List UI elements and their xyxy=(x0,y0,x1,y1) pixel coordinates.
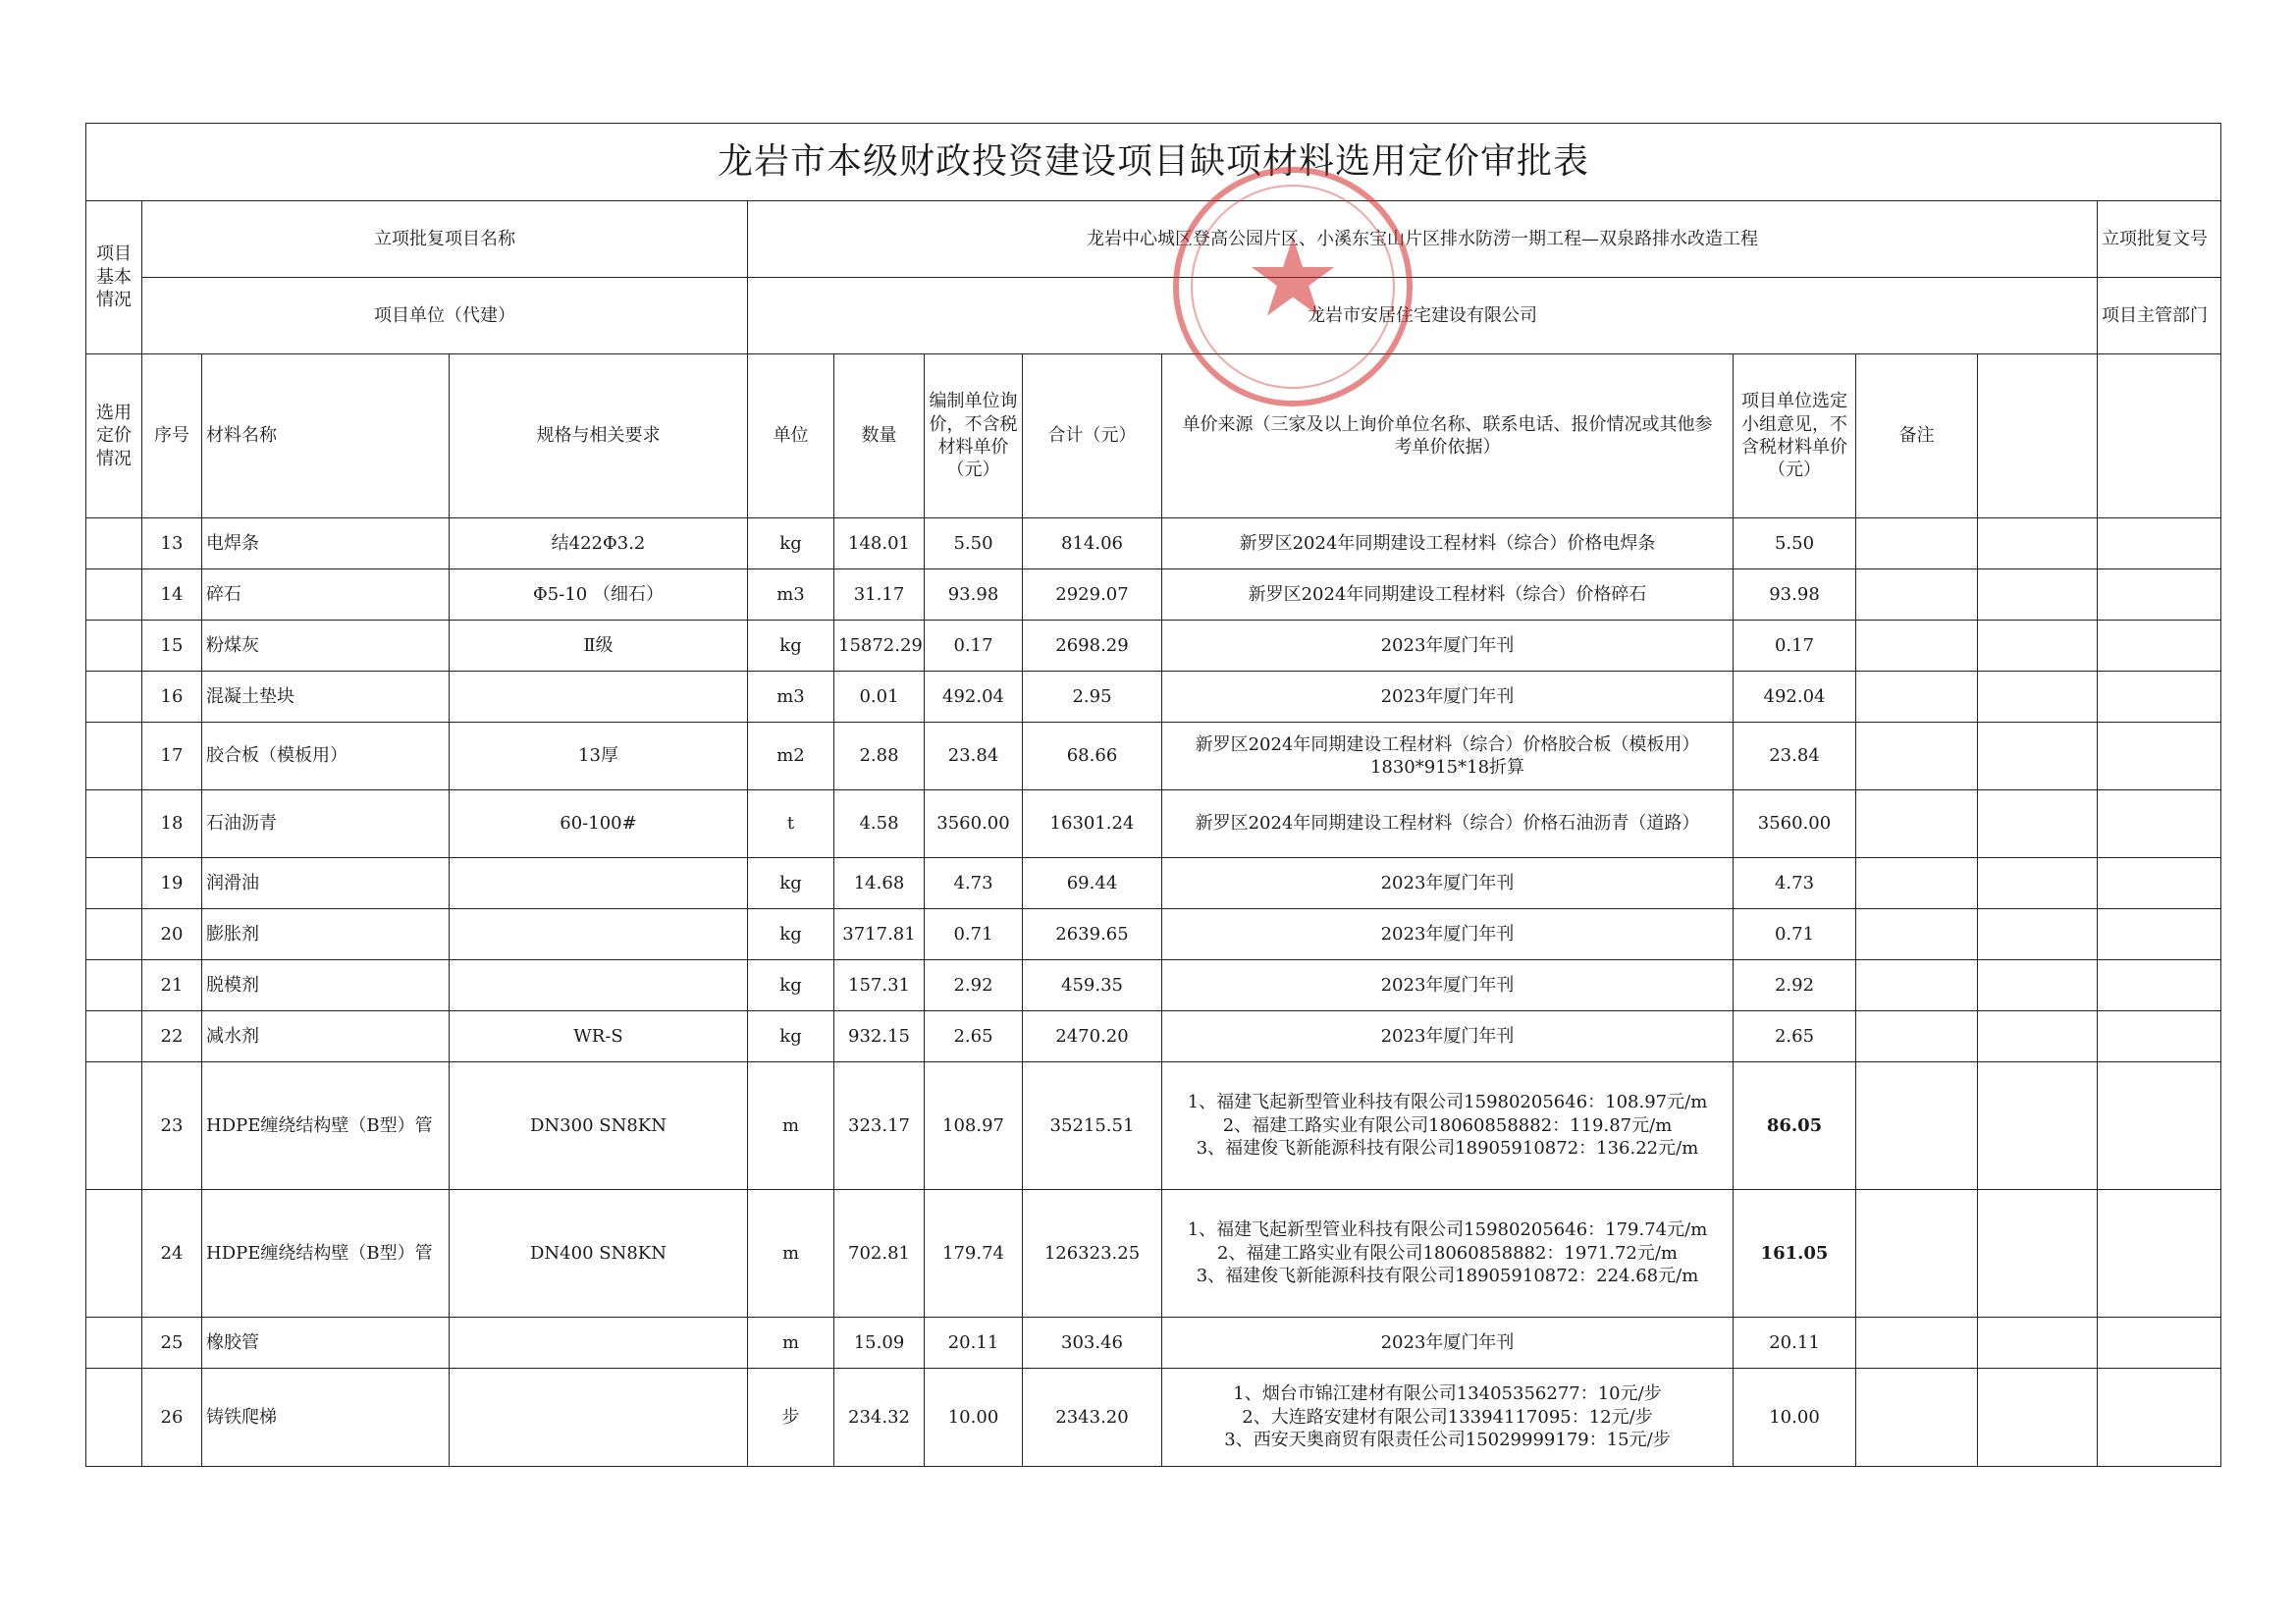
row-source: 2023年厦门年刊 xyxy=(1162,909,1734,960)
row-unit: kg xyxy=(748,1011,834,1062)
row-name: 脱模剂 xyxy=(202,960,450,1011)
row-unit: m3 xyxy=(748,672,834,723)
row-total: 126323.25 xyxy=(1023,1190,1162,1318)
row-unit: t xyxy=(748,790,834,858)
row-spec: WR-S xyxy=(450,1011,748,1062)
table-row xyxy=(86,723,2221,790)
row-name: 混凝土垫块 xyxy=(202,672,450,723)
row-seq: 13 xyxy=(142,518,202,569)
row-source: 新罗区2024年同期建设工程材料（综合）价格电焊条 xyxy=(1162,518,1734,569)
row-selected: 3560.00 xyxy=(1734,790,1856,858)
row-total: 16301.24 xyxy=(1023,790,1162,858)
row-selected: 0.71 xyxy=(1734,909,1856,960)
row-name: 橡胶管 xyxy=(202,1318,450,1369)
row-price: 4.73 xyxy=(925,858,1023,909)
row-qty: 3717.81 xyxy=(834,909,925,960)
table-row xyxy=(86,960,2221,1011)
row-extra-1 xyxy=(1978,960,2098,1011)
row-name: HDPE缠绕结构壁（B型）管 xyxy=(202,1062,450,1190)
row-remark xyxy=(1856,1318,1978,1369)
row-extra-1 xyxy=(1978,1369,2098,1467)
row-price: 0.71 xyxy=(925,909,1023,960)
row-extra-1 xyxy=(1978,569,2098,621)
section-cell xyxy=(86,723,142,790)
row-total: 2639.65 xyxy=(1023,909,1162,960)
header-seq: 序号 xyxy=(142,354,202,518)
row-seq: 17 xyxy=(142,723,202,790)
row-total: 35215.51 xyxy=(1023,1062,1162,1190)
row-total: 68.66 xyxy=(1023,723,1162,790)
row-total: 303.46 xyxy=(1023,1318,1162,1369)
row-extra-1 xyxy=(1978,790,2098,858)
row-selected: 20.11 xyxy=(1734,1318,1856,1369)
table-row xyxy=(86,1190,2221,1318)
row-total: 2343.20 xyxy=(1023,1369,1162,1467)
row-spec xyxy=(450,1369,748,1467)
section-cell xyxy=(86,858,142,909)
row-spec xyxy=(450,909,748,960)
row-unit: m2 xyxy=(748,723,834,790)
row-extra-1 xyxy=(1978,672,2098,723)
row-source: 1、福建飞起新型管业科技有限公司15980205646：179.74元/m 2、福建工路实业有限公司18060858882：1971.72元/m 3、福建俊飞新能源科技有限公司18905910872：224.68元/m xyxy=(1162,1190,1734,1318)
row-qty: 2.88 xyxy=(834,723,925,790)
row-total: 2929.07 xyxy=(1023,569,1162,621)
row-seq: 22 xyxy=(142,1011,202,1062)
table-row xyxy=(86,518,2221,569)
row-extra-2 xyxy=(2098,909,2221,960)
row-extra-2 xyxy=(2098,1062,2221,1190)
company-seal: ★ xyxy=(1173,167,1413,406)
project-unit-label: 项目单位（代建） xyxy=(142,278,748,354)
row-name: 粉煤灰 xyxy=(202,621,450,672)
pricing-section-label: 选用 定价 情况 xyxy=(86,354,142,518)
row-price: 0.17 xyxy=(925,621,1023,672)
row-name: 铸铁爬梯 xyxy=(202,1369,450,1467)
table-row xyxy=(86,858,2221,909)
header-spec: 规格与相关要求 xyxy=(450,354,748,518)
row-source: 1、烟台市锦江建材有限公司13405356277：10元/步 2、大连路安建材有限公司13394117095：12元/步 3、西安天奥商贸有限责任公司15029999179：15元/步 xyxy=(1162,1369,1734,1467)
header-total: 合计（元） xyxy=(1023,354,1162,518)
row-selected: 86.05 xyxy=(1734,1062,1856,1190)
row-remark xyxy=(1856,723,1978,790)
table-row xyxy=(86,1318,2221,1369)
row-selected: 161.05 xyxy=(1734,1190,1856,1318)
row-spec: DN400 SN8KN xyxy=(450,1190,748,1318)
row-extra-2 xyxy=(2098,1011,2221,1062)
row-extra-2 xyxy=(2098,1318,2221,1369)
section-cell xyxy=(86,909,142,960)
row-extra-2 xyxy=(2098,1369,2221,1467)
row-extra-2 xyxy=(2098,672,2221,723)
row-unit: kg xyxy=(748,960,834,1011)
row-extra-2 xyxy=(2098,1190,2221,1318)
row-spec: 13厚 xyxy=(450,723,748,790)
row-spec: 60-100# xyxy=(450,790,748,858)
row-unit: m xyxy=(748,1318,834,1369)
row-extra-1 xyxy=(1978,518,2098,569)
row-remark xyxy=(1856,1369,1978,1467)
section-cell xyxy=(86,1190,142,1318)
row-price: 20.11 xyxy=(925,1318,1023,1369)
row-unit: m3 xyxy=(748,569,834,621)
row-selected: 93.98 xyxy=(1734,569,1856,621)
row-source: 1、福建飞起新型管业科技有限公司15980205646：108.97元/m 2、福建工路实业有限公司18060858882：119.87元/m 3、福建俊飞新能源科技有限公司18905910872：136.22元/m xyxy=(1162,1062,1734,1190)
row-price: 5.50 xyxy=(925,518,1023,569)
row-remark xyxy=(1856,909,1978,960)
row-selected: 492.04 xyxy=(1734,672,1856,723)
row-extra-2 xyxy=(2098,960,2221,1011)
row-unit: kg xyxy=(748,858,834,909)
row-seq: 20 xyxy=(142,909,202,960)
section-cell xyxy=(86,621,142,672)
row-name: 胶合板（模板用） xyxy=(202,723,450,790)
row-price: 2.65 xyxy=(925,1011,1023,1062)
row-remark xyxy=(1856,621,1978,672)
table-row xyxy=(86,621,2221,672)
header-extra-2 xyxy=(2098,354,2221,518)
section-cell xyxy=(86,1011,142,1062)
row-price: 23.84 xyxy=(925,723,1023,790)
row-qty: 148.01 xyxy=(834,518,925,569)
row-unit: m xyxy=(748,1190,834,1318)
table-row xyxy=(86,672,2221,723)
row-unit: kg xyxy=(748,909,834,960)
row-total: 2698.29 xyxy=(1023,621,1162,672)
table-row xyxy=(86,569,2221,621)
row-source: 2023年厦门年刊 xyxy=(1162,621,1734,672)
row-qty: 234.32 xyxy=(834,1369,925,1467)
row-spec xyxy=(450,1318,748,1369)
row-seq: 26 xyxy=(142,1369,202,1467)
table-row xyxy=(86,909,2221,960)
section-cell xyxy=(86,1318,142,1369)
row-name: HDPE缠绕结构壁（B型）管 xyxy=(202,1190,450,1318)
section-cell xyxy=(86,1369,142,1467)
row-extra-1 xyxy=(1978,621,2098,672)
row-name: 碎石 xyxy=(202,569,450,621)
section-cell xyxy=(86,1062,142,1190)
row-remark xyxy=(1856,858,1978,909)
row-seq: 21 xyxy=(142,960,202,1011)
row-extra-2 xyxy=(2098,621,2221,672)
header-extra-1 xyxy=(1978,354,2098,518)
row-extra-2 xyxy=(2098,518,2221,569)
row-unit: kg xyxy=(748,518,834,569)
row-seq: 23 xyxy=(142,1062,202,1190)
row-remark xyxy=(1856,960,1978,1011)
row-seq: 15 xyxy=(142,621,202,672)
row-name: 石油沥青 xyxy=(202,790,450,858)
row-name: 电焊条 xyxy=(202,518,450,569)
row-name: 润滑油 xyxy=(202,858,450,909)
row-extra-1 xyxy=(1978,1062,2098,1190)
table-row xyxy=(86,1062,2221,1190)
row-selected: 2.92 xyxy=(1734,960,1856,1011)
row-remark xyxy=(1856,569,1978,621)
row-extra-2 xyxy=(2098,858,2221,909)
row-qty: 932.15 xyxy=(834,1011,925,1062)
row-source: 2023年厦门年刊 xyxy=(1162,1318,1734,1369)
header-price: 编制单位询价，不含税材料单价（元） xyxy=(925,354,1023,518)
row-qty: 0.01 xyxy=(834,672,925,723)
project-name: 龙岩中心城区登高公园片区、小溪东宝山片区排水防涝一期工程—双泉路排水改造工程 xyxy=(748,201,2098,278)
row-selected: 10.00 xyxy=(1734,1369,1856,1467)
row-total: 69.44 xyxy=(1023,858,1162,909)
row-extra-2 xyxy=(2098,569,2221,621)
row-spec: Ⅱ级 xyxy=(450,621,748,672)
row-remark xyxy=(1856,1011,1978,1062)
row-unit: m xyxy=(748,1062,834,1190)
row-total: 2.95 xyxy=(1023,672,1162,723)
row-source: 2023年厦门年刊 xyxy=(1162,672,1734,723)
row-total: 814.06 xyxy=(1023,518,1162,569)
row-remark xyxy=(1856,790,1978,858)
row-qty: 15872.29 xyxy=(834,621,925,672)
row-extra-1 xyxy=(1978,909,2098,960)
row-source: 新罗区2024年同期建设工程材料（综合）价格石油沥青（道路） xyxy=(1162,790,1734,858)
row-seq: 14 xyxy=(142,569,202,621)
row-extra-1 xyxy=(1978,858,2098,909)
row-seq: 18 xyxy=(142,790,202,858)
row-seq: 19 xyxy=(142,858,202,909)
row-extra-1 xyxy=(1978,723,2098,790)
row-source: 2023年厦门年刊 xyxy=(1162,858,1734,909)
header-name: 材料名称 xyxy=(202,354,450,518)
row-selected: 5.50 xyxy=(1734,518,1856,569)
row-qty: 14.68 xyxy=(834,858,925,909)
row-name: 膨胀剂 xyxy=(202,909,450,960)
row-remark xyxy=(1856,518,1978,569)
row-qty: 702.81 xyxy=(834,1190,925,1318)
row-extra-2 xyxy=(2098,790,2221,858)
header-unit: 单位 xyxy=(748,354,834,518)
column-header-row xyxy=(86,354,2221,518)
row-seq: 25 xyxy=(142,1318,202,1369)
basic-section-label: 项目 基本 情况 xyxy=(86,201,142,354)
row-spec xyxy=(450,960,748,1011)
row-extra-1 xyxy=(1978,1318,2098,1369)
table-row xyxy=(86,1369,2221,1467)
table-row xyxy=(86,1011,2221,1062)
project-unit: 龙岩市安居住宅建设有限公司 xyxy=(748,278,2098,354)
row-price: 179.74 xyxy=(925,1190,1023,1318)
row-spec xyxy=(450,672,748,723)
row-remark xyxy=(1856,1062,1978,1190)
row-price: 10.00 xyxy=(925,1369,1023,1467)
row-qty: 157.31 xyxy=(834,960,925,1011)
row-name: 减水剂 xyxy=(202,1011,450,1062)
approval-no-label: 立项批复文号 xyxy=(2098,201,2221,278)
section-cell xyxy=(86,518,142,569)
table-row xyxy=(86,790,2221,858)
row-source: 2023年厦门年刊 xyxy=(1162,1011,1734,1062)
row-selected: 23.84 xyxy=(1734,723,1856,790)
row-unit: 步 xyxy=(748,1369,834,1467)
row-spec xyxy=(450,858,748,909)
row-selected: 0.17 xyxy=(1734,621,1856,672)
row-selected: 4.73 xyxy=(1734,858,1856,909)
row-source: 2023年厦门年刊 xyxy=(1162,960,1734,1011)
row-unit: kg xyxy=(748,621,834,672)
row-spec: DN300 SN8KN xyxy=(450,1062,748,1190)
section-cell xyxy=(86,960,142,1011)
header-qty: 数量 xyxy=(834,354,925,518)
row-seq: 16 xyxy=(142,672,202,723)
row-extra-2 xyxy=(2098,723,2221,790)
row-price: 3560.00 xyxy=(925,790,1023,858)
row-spec: Φ5-10 （细石） xyxy=(450,569,748,621)
section-cell xyxy=(86,569,142,621)
row-price: 492.04 xyxy=(925,672,1023,723)
row-total: 2470.20 xyxy=(1023,1011,1162,1062)
row-qty: 31.17 xyxy=(834,569,925,621)
header-source: 单价来源（三家及以上询价单位名称、联系电话、报价情况或其他参考单价依据） xyxy=(1162,354,1734,518)
row-remark xyxy=(1856,1190,1978,1318)
row-price: 2.92 xyxy=(925,960,1023,1011)
row-extra-1 xyxy=(1978,1190,2098,1318)
row-spec: 结422Φ3.2 xyxy=(450,518,748,569)
row-extra-1 xyxy=(1978,1011,2098,1062)
section-cell xyxy=(86,790,142,858)
page-title: 龙岩市本级财政投资建设项目缺项材料选用定价审批表 xyxy=(86,124,2221,201)
row-qty: 4.58 xyxy=(834,790,925,858)
row-qty: 15.09 xyxy=(834,1318,925,1369)
row-remark xyxy=(1856,672,1978,723)
dept-label: 项目主管部门 xyxy=(2098,278,2221,354)
row-price: 108.97 xyxy=(925,1062,1023,1190)
header-selected: 项目单位选定小组意见，不含税材料单价（元） xyxy=(1734,354,1856,518)
row-seq: 24 xyxy=(142,1190,202,1318)
header-remark: 备注 xyxy=(1856,354,1978,518)
row-source: 新罗区2024年同期建设工程材料（综合）价格胶合板（模板用） 1830*915*18折算 xyxy=(1162,723,1734,790)
section-cell xyxy=(86,672,142,723)
row-price: 93.98 xyxy=(925,569,1023,621)
row-total: 459.35 xyxy=(1023,960,1162,1011)
row-source: 新罗区2024年同期建设工程材料（综合）价格碎石 xyxy=(1162,569,1734,621)
row-qty: 323.17 xyxy=(834,1062,925,1190)
row-selected: 2.65 xyxy=(1734,1011,1856,1062)
project-name-label: 立项批复项目名称 xyxy=(142,201,748,278)
approval-table xyxy=(85,123,2221,1467)
